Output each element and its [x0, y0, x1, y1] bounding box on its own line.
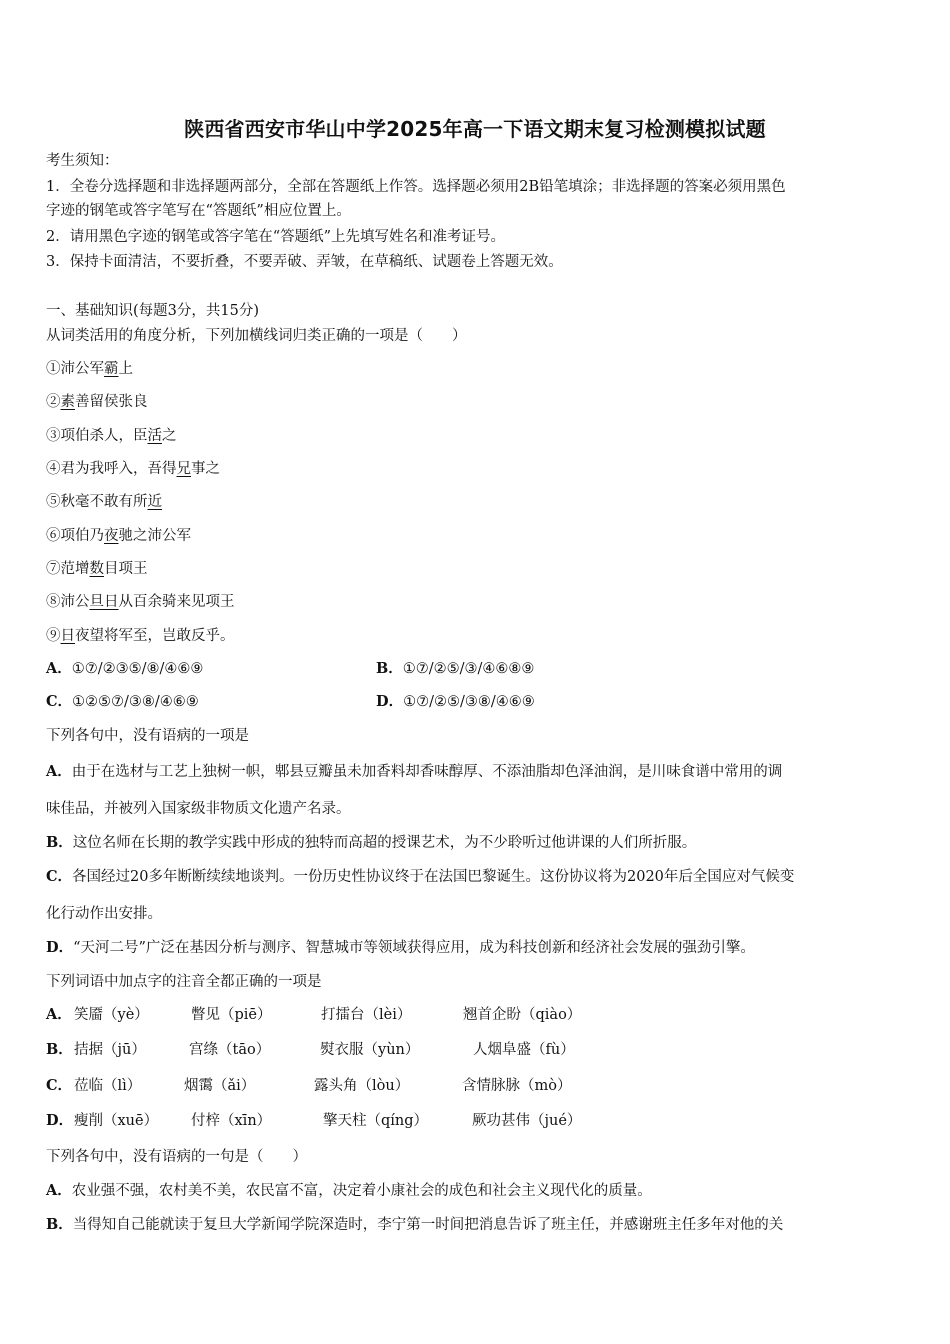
- q1-stem: 从词类活用的角度分析，下列加横线词归类正确的一项是（ ）: [46, 328, 467, 344]
- q2-option-b: B．这位名师在长期的教学实践中形成的独特而高超的授课艺术，为不少聆听过他讲课的人们所折服。: [46, 834, 697, 851]
- q1-option-c: C．①②⑤⑦/③⑧/④⑥⑨: [46, 693, 199, 710]
- notice-item-2: 2．请用黑色字迹的钢笔或答字笔在“答题纸”上先填写姓名和准考证号。: [46, 229, 506, 245]
- q1-item-8: ⑧沛公旦日从百余骑来见项王: [46, 594, 235, 610]
- notice-item-1-line-2: 字迹的钢笔或答字笔写在“答题纸”相应位置上。: [46, 203, 351, 219]
- q1-item-7: ⑦范增数目项王: [46, 561, 148, 577]
- q1-item-2: ②素善留侯张良: [46, 394, 148, 410]
- q2-option-a-line-1: A．由于在选材与工艺上独树一帜，郫县豆瓣虽未加香料却香味醇厚、不添油脂却色泽油润，是川味食谱中常用的调: [46, 763, 783, 780]
- section-heading: 一、基础知识(每题3分，共15分): [46, 303, 259, 319]
- q4-option-a: A．农业强不强，农村美不美，农民富不富，决定着小康社会的成色和社会主义现代化的质量。: [46, 1182, 652, 1199]
- q1-item-1: ①沛公军霸上: [46, 361, 133, 377]
- q1-item-5: ⑤秋毫不敢有所近: [46, 494, 162, 510]
- q1-item-4: ④君为我呼入，吾得兄事之: [46, 461, 220, 477]
- q2-option-c-line-1: C．各国经过20多年断断续续地谈判。一份历史性协议终于在法国巴黎诞生。这份协议将为2020年后全国应对气候变: [46, 868, 795, 885]
- q1-item-3: ③项伯杀人，臣活之: [46, 428, 177, 444]
- q2-option-d: D．“天河二号”广泛在基因分析与测序、智慧城市等领域获得应用，成为科技创新和经济社会发展的强劲引擎。: [46, 939, 755, 956]
- page-title: 陕西省西安市华山中学2025年高一下语文期末复习检测模拟试题: [184, 117, 766, 141]
- q2-option-c-line-2: 化行动作出安排。: [46, 906, 162, 922]
- exam-page: 陕西省西安市华山中学2025年高一下语文期末复习检测模拟试题 考生须知： 1．全卷分选择题和非选择题两部分，全部在答题纸上作答。选择题必须用2B铅笔填涂；非选择题的答案必须用黑色 字迹的钢笔或答字笔写在“答题纸”相应位置上。 2．请用黑色字迹的钢笔或答字笔在“答题纸”上先填写姓名和准考证号。 3．保持卡面清洁，不要折叠，不要弄破、弄皱，在草稿纸、试题卷上答题无效。 一、基础知识(每题3分，共15分) 从词类活用的角度分析，下列加横线词归类正确的一项是（ ） ①沛公军霸上 ②素善留侯张良 ③项伯杀人，臣活之 ④君为我呼入，吾得兄事之 ⑤秋毫不敢有所近 ⑥项伯乃夜驰之沛公军 ⑦范增数目项王 ⑧沛公旦日从百余骑来见项王 ⑨日夜望将军至，岂敢反乎。 A．①⑦/②③⑤/⑧/④⑥⑨ B．①⑦/②⑤/③/④⑥⑧⑨ C．①②⑤⑦/③⑧/④⑥⑨ D．①⑦/②⑤/③⑧/④⑥⑨ 下列各句中，没有语病的一项是 A．由于在选材与工艺上独树一帜，郫县豆瓣虽未加香料却香味醇厚、不添油脂却色泽油润，是川味食谱中常用的调 味佳品，并被列入国家级非物质文化遗产名录。 B．这位名师在长期的教学实践中形成的独特而高超的授课艺术，为不少聆听过他讲课的人们所折服。 C．各国经过20多年断断续续地谈判。一份历史性协议终于在法国巴黎诞生。这份协议将为2020年后全国应对气候变 化行动作出安排。 D．“天河二号”广泛在基因分析与测序、智慧城市等领域获得应用，成为科技创新和经济社会发展的强劲引擎。 下列词语中加点字的注音全都正确的一项是 A． 笑靥（yè） 瞥见（piē） 打擂台（lèi） 翘首企盼（qiào） B． 拮据（jū） 宫绦（tāo） 熨衣服（yùn） 人烟阜盛（fù） C． 莅临（lì） 烟霭（ǎi） 露头角（lòu） 含情脉脉（mò） D． 瘦削（xuē） 付梓（xīn） 擎天柱（qíng） 厥功甚伟（jué） 下列各句中，没有语病的一句是（ ） A．农业强不强，农村美不美，农民富不富，决定着小康社会的成色和社会主义现代化的质量。 B．当得知自己能就读于复旦大学新闻学院深造时，李宁第一时间把消息告诉了班主任，并感谢班主任多年对他的关: [0, 0, 950, 1344]
- q2-option-a-line-2: 味佳品，并被列入国家级非物质文化遗产名录。: [46, 801, 351, 817]
- q3-stem: 下列词语中加点字的注音全都正确的一项是: [46, 974, 322, 990]
- q1-item-9: ⑨日夜望将军至，岂敢反乎。: [46, 628, 235, 644]
- q1-option-d: D．①⑦/②⑤/③⑧/④⑥⑨: [376, 693, 535, 710]
- q1-option-b: B．①⑦/②⑤/③/④⑥⑧⑨: [376, 660, 535, 677]
- q1-option-a: A．①⑦/②③⑤/⑧/④⑥⑨: [46, 660, 204, 677]
- notice-item-1-line-1: 1．全卷分选择题和非选择题两部分，全部在答题纸上作答。选择题必须用2B铅笔填涂；非选择题的答案必须用黑色: [46, 179, 786, 195]
- q1-item-6: ⑥项伯乃夜驰之沛公军: [46, 528, 191, 544]
- notice-heading: 考生须知：: [46, 153, 119, 169]
- q4-stem: 下列各句中，没有语病的一句是（ ）: [46, 1149, 307, 1165]
- q4-option-b: B．当得知自己能就读于复旦大学新闻学院深造时，李宁第一时间把消息告诉了班主任，并感谢班主任多年对他的关: [46, 1216, 784, 1233]
- notice-item-3: 3．保持卡面清洁，不要折叠，不要弄破、弄皱，在草稿纸、试题卷上答题无效。: [46, 254, 563, 270]
- q2-stem: 下列各句中，没有语病的一项是: [46, 728, 249, 744]
